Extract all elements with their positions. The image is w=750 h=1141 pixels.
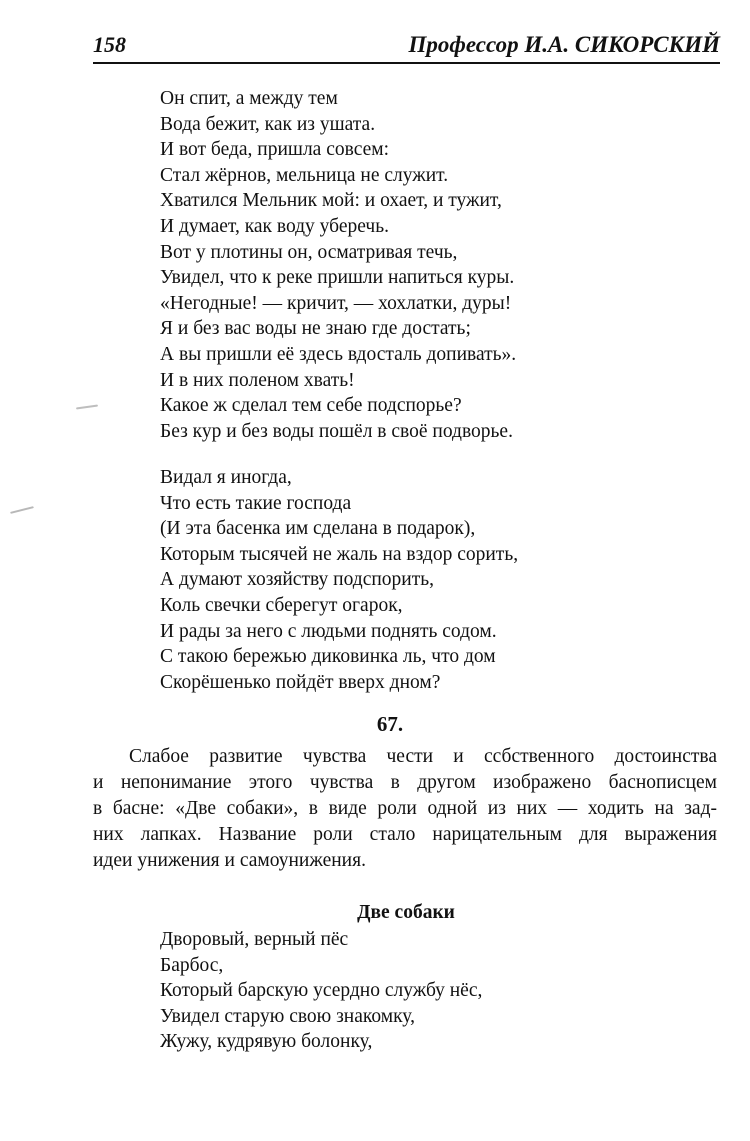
verse-line: Дворовый, верный пёс [160, 929, 349, 950]
verse-line: Какое ж сделал тем себе подспорье? [160, 395, 462, 417]
verse-line: И думает, как воду уберечь. [160, 215, 389, 237]
verse-line: (И эта басенка им сделана в подарок), [160, 518, 476, 540]
verse-line: Жужу, кудрявую болонку, [160, 1031, 373, 1053]
verse-line: С такою бережью диковинка ль, что дом [160, 646, 496, 668]
verse-line: Коль свечки сберегут огарок, [160, 594, 403, 616]
verse-line: Что есть такие господа [160, 492, 352, 514]
scan-mark [76, 404, 98, 409]
verse-line: Хватился Мельник мой: и охает, и тужит, [160, 190, 502, 212]
verse-line: Без кур и без воды пошёл в своё подворье. [160, 420, 513, 442]
verse-line: Стал жёрнов, мельница не служит. [160, 164, 449, 186]
verse-line: «Негодные! — кричит, — хохлатки, дуры! [160, 292, 512, 314]
verse-stanza [160, 86, 516, 444]
verse-line: Барбос, [160, 954, 224, 976]
verse-line: Я и без вас воды не знаю где достать; [160, 318, 471, 340]
verse-line: Видал я иногда, [160, 467, 292, 488]
verse-line: Увидел старую свою знакомку, [160, 1005, 415, 1027]
verse-line: И вот беда, пришла совсем: [160, 139, 390, 161]
verse-line: Вода бежит, как из ушата. [160, 113, 376, 135]
verse-line: И в них поленом хвать! [160, 369, 355, 391]
running-title: Профессор И.А. СИКОРСКИЙ [408, 32, 720, 57]
scan-mark [10, 506, 34, 514]
verse-line: А думают хозяйству подспорить, [160, 569, 435, 591]
poem-title: Две собаки [357, 902, 455, 923]
verse-line: Увидел, что к реке пришли напиться куры. [160, 267, 515, 289]
paragraph-line: них лапках. Название роли стало нарицательным для выражения [93, 824, 717, 845]
verse-line: Который барскую усердно службу нёс, [160, 980, 483, 1002]
verse-line: Которым тысячей не жаль на вздор сорить, [160, 543, 519, 565]
verse-stanza [160, 465, 518, 695]
poem-stanza [160, 927, 482, 1055]
paragraph-line: Слабое развитие чувства чести и ссбственного достоинства [129, 746, 717, 767]
verse-line: И рады за него с людьми поднять содом. [160, 620, 497, 642]
section-number: 67. [376, 712, 404, 736]
verse-line: Он спит, а между тем [160, 88, 338, 109]
page-header [93, 32, 720, 64]
paragraph-line: и непонимание этого чувства в другом изображено баснописцем [93, 772, 717, 793]
paragraph-line: в басне: «Две собаки», в виде роли одной из них — ходить на зад- [93, 798, 717, 819]
paragraph-line: идеи унижения и самоунижения. [93, 850, 366, 871]
commentary-paragraph [93, 744, 717, 874]
verse-line: А вы пришли её здесь вдосталь допивать». [160, 343, 517, 365]
page-number: 158 [93, 32, 126, 57]
verse-line: Вот у плотины он, осматривая течь, [160, 241, 458, 263]
verse-line: Скорёшенько пойдёт вверх дном? [160, 671, 441, 693]
header-rule [93, 62, 720, 64]
